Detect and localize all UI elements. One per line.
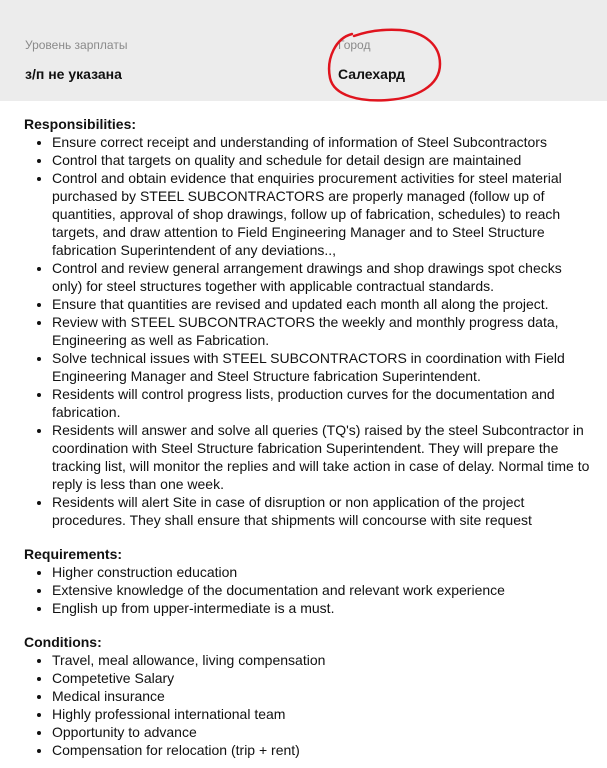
responsibilities-list: [24, 133, 590, 529]
requirements-heading: Requirements:: [24, 546, 123, 562]
responsibility-item: • Residents will control progress lists, production curves for the documentation and fabrication.: [52, 385, 590, 421]
responsibility-item: • Ensure that quantities are revised and updated each month all along the project.: [52, 295, 590, 313]
requirement-item: • Extensive knowledge of the documentation and relevant work experience: [52, 581, 590, 599]
vacancy-info-panel: [0, 0, 607, 101]
conditions-list: [24, 651, 590, 759]
requirements-section: [24, 545, 590, 617]
salary-label: Уровень зарплаты: [25, 38, 128, 52]
condition-item: • Travel, meal allowance, living compensation: [52, 651, 590, 669]
responsibilities-heading: Responsibilities:: [24, 116, 137, 132]
condition-item: • Competetive Salary: [52, 669, 590, 687]
responsibility-item: • Residents will answer and solve all queries (TQ's) raised by the steel Subcontractor in coordination with Steel Structure fabrication Superintendent. They will prepare the tracking list, will monitor the replies and will take action in case of delay. Normal time to reply is less than one week.: [52, 421, 590, 493]
responsibility-item: • Residents will alert Site in case of disruption or non application of the project procedures. They shall ensure that shipments will concourse with site request: [52, 493, 590, 529]
salary-value: з/п не указана: [25, 66, 122, 82]
city-value: Салехард: [338, 66, 406, 82]
condition-item: • Highly professional international team: [52, 705, 590, 723]
responsibility-item: • Control that targets on quality and schedule for detail design are maintained: [52, 151, 590, 169]
responsibility-item: • Review with STEEL SUBCONTRACTORS the weekly and monthly progress data, Engineering as well as Fabrication.: [52, 313, 590, 349]
responsibility-item: • Solve technical issues with STEEL SUBCONTRACTORS in coordination with Field Engineering Manager and Steel Structure fabrication Superintendent.: [52, 349, 590, 385]
responsibilities-section: [24, 115, 590, 529]
requirements-list: [24, 563, 590, 617]
condition-item: • Compensation for relocation (trip + rent): [52, 741, 590, 759]
conditions-heading: Conditions:: [24, 634, 102, 650]
responsibility-item: • Control and review general arrangement drawings and shop drawings spot checks only) for steel structures together with applicable contractual standards.: [52, 259, 590, 295]
responsibility-item: • Ensure correct receipt and understanding of information of Steel Subcontractors: [52, 133, 590, 151]
requirement-item: • English up from upper-intermediate is a must.: [52, 599, 590, 617]
vacancy-description: [24, 115, 590, 759]
responsibility-item: • Control and obtain evidence that enquiries procurement activities for steel material purchased by STEEL SUBCONTRACTORS are properly managed (follow up of quantities, approval of shop drawings, follow up of fabrication, schedules) to reach targets, and draw attention to Field Engineering Manager and to Steel Structure fabrication Superintendent of any deviations..,: [52, 169, 590, 259]
requirement-item: • Higher construction education: [52, 563, 590, 581]
condition-item: • Opportunity to advance: [52, 723, 590, 741]
condition-item: • Medical insurance: [52, 687, 590, 705]
conditions-section: [24, 633, 590, 759]
city-label: Город: [338, 38, 371, 52]
